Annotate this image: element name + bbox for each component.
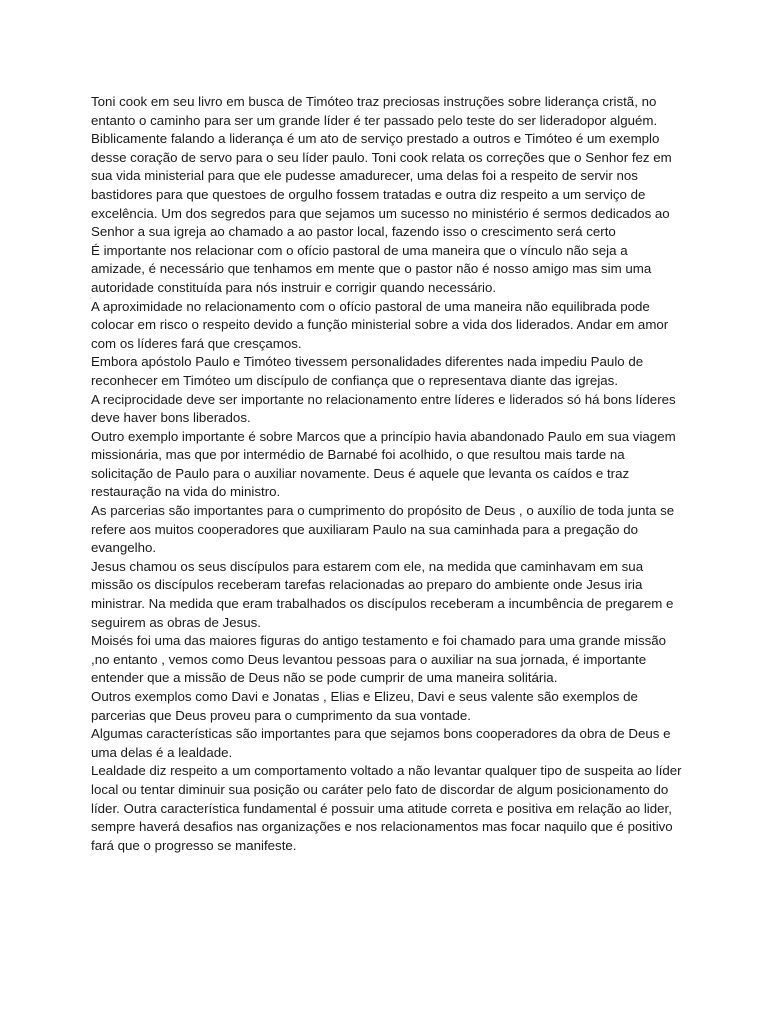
paragraph-9: Jesus chamou os seus discípulos para estarem com ele, na medida que caminhavam em sua missão os discípulos receberam tarefas relacionadas ao preparo do ambiente onde Jesus iria ministrar. Na medida que eram trabalhados os discípulos receberam a incumbência de pregarem e seguirem as obras de Jesus. xyxy=(91,558,674,630)
paragraph-2: Biblicamente falando a liderança é um ato de serviço prestado a outros e Timóteo é um exemplo desse coração de servo para o seu líder paulo. Toni cook relata os correções que o Senhor fez em sua vida ministerial para que ele pudesse amadurecer, uma delas foi a respeito de servir nos bastidores para que questoes de orgulho fossem tratadas e outra diz respeito a um serviço de excelência. Um dos segredos para que sejamos um sucesso no ministério é sermos dedicados ao Senhor a sua igreja ao chamado a ao pastor local, fazendo isso o crescimento será certo xyxy=(91,131,672,240)
document-body xyxy=(91,93,683,855)
paragraph-12: Algumas características são importantes para que sejamos bons cooperadores da obra de Deus e uma delas é a lealdade. xyxy=(91,726,671,760)
paragraph-10: Moisés foi uma das maiores figuras do antigo testamento e foi chamado para uma grande missão ,no entanto , vemos como Deus levantou pessoas para o auxiliar na sua jornada, é importante entender que a missão de Deus não se pode cumprir de uma maneira solitária. xyxy=(91,633,667,686)
paragraph-5: Embora apóstolo Paulo e Timóteo tivessem personalidades diferentes nada impediu Paulo de reconhecer em Timóteo um discípulo de confiança que o representava diante das igrejas. xyxy=(91,354,644,388)
paragraph-4: A aproximidade no relacionamento com o ofício pastoral de uma maneira não equilibrada pode colocar em risco o respeito devido a função ministerial sobre a vida dos liderados. Andar em amor com os líderes fará que cresçamos. xyxy=(91,298,669,351)
paragraph-3: É importante nos relacionar com o ofício pastoral de uma maneira que o vínculo não seja a amizade, é necessário que tenhamos em mente que o pastor não é nosso amigo mas sim uma autoridade constituída para nós instruir e corrigir quando necessário. xyxy=(91,242,652,295)
paragraph-7: Outro exemplo importante é sobre Marcos que a princípio havia abandonado Paulo em sua viagem missionária, mas que por intermédio de Barnabé foi acolhido, o que resultou mais tarde na solicitação de Paulo para o auxiliar novamente. Deus é aquele que levanta os caídos e traz restauração na vida do ministro. xyxy=(91,428,676,500)
paragraph-11: Outros exemplos como Davi e Jonatas , Elias e Elizeu, Davi e seus valente são exemplos de parcerias que Deus proveu para o cumprimento da sua vontade. xyxy=(91,689,638,723)
paragraph-1: Toni cook em seu livro em busca de Timóteo traz preciosas instruções sobre liderança cristã, no entanto o caminho para ser um grande líder é ter passado pelo teste do ser lideradopor alguém. xyxy=(91,94,658,128)
paragraph-8: As parcerias são importantes para o cumprimento do propósito de Deus , o auxílio de toda junta se refere aos muitos cooperadores que auxiliaram Paulo na sua caminhada para a pregação do evangelho. xyxy=(91,503,675,556)
paragraph-6: A reciprocidade deve ser importante no relacionamento entre líderes e liderados só há bons líderes deve haver bons liberados. xyxy=(91,391,676,426)
paragraph-13: Lealdade diz respeito a um comportamento voltado a não levantar qualquer tipo de suspeita ao líder local ou tentar diminuir sua posição ou caráter pelo fato de discordar de algum posicionamento do líder. Outra característica fundamental é possuir uma atitude correta e positiva em relação ao lider, sempre haverá desafios nas organizações e nos relacionamentos mas focar naquilo que é positivo fará que o progresso se manifeste. xyxy=(91,763,682,853)
